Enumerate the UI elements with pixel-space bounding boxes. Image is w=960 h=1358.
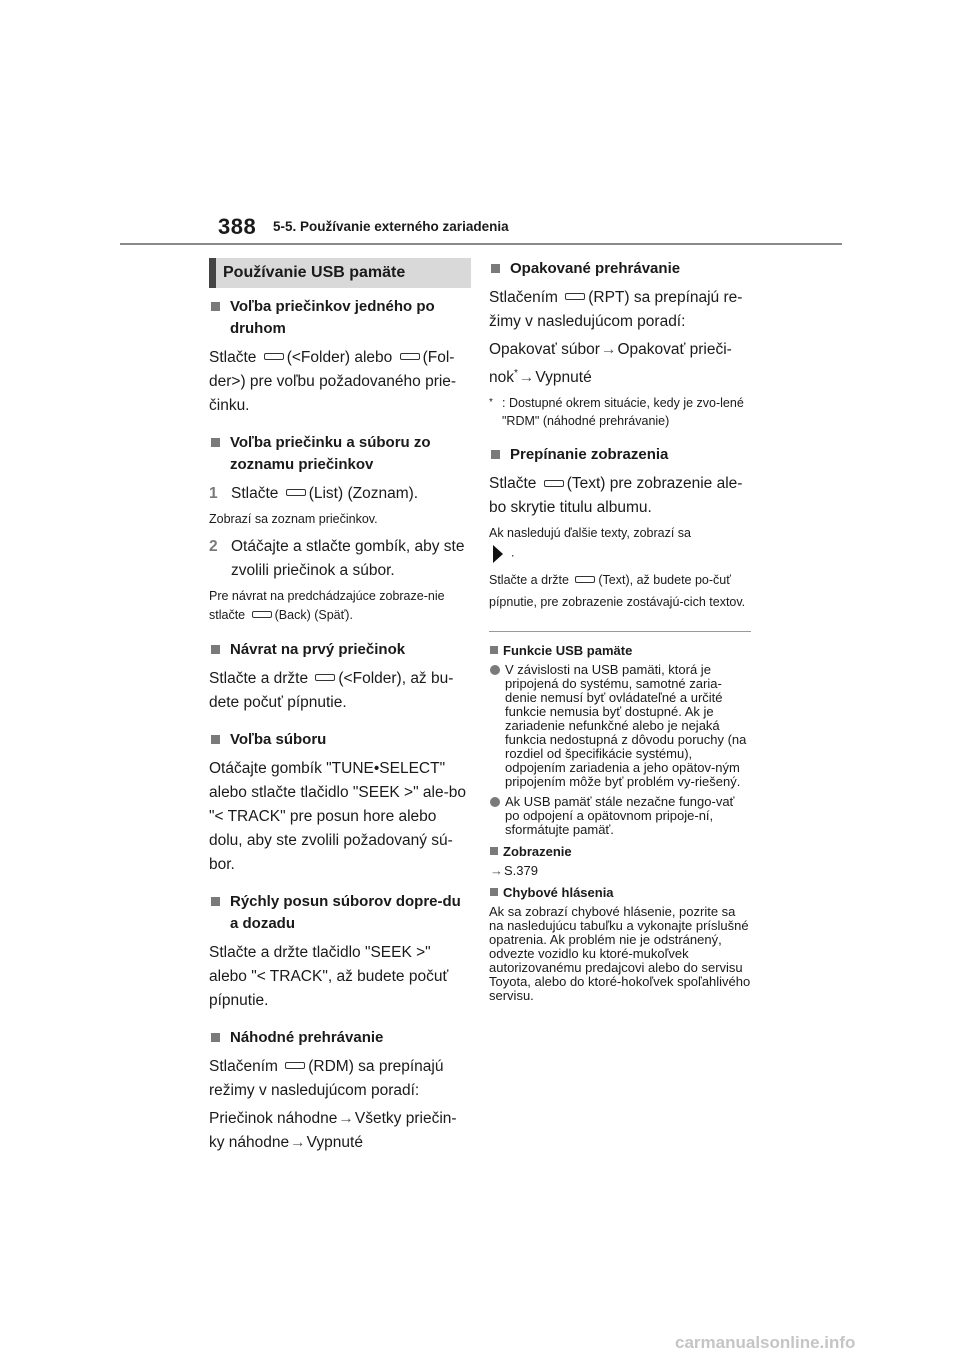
random-mode-sequence: Priečinok náhodne→Všetky priečin-ky náhodne→Vypnuté (209, 1110, 457, 1151)
paragraph-random-play: Stlačením (RDM) sa prepínajú režimy v nasledujúcom poradí: (209, 1058, 444, 1099)
paragraph-fast-seek: Stlačte a držte tlačidlo "SEEK >" alebo "< TRACK", až budete počuť pípnutie. (209, 944, 449, 1009)
arrow-right-icon: → (518, 369, 535, 387)
section-title-bar (209, 258, 471, 288)
square-bullet-icon (211, 897, 220, 906)
arrow-right-icon: → (338, 1110, 354, 1127)
paragraph-display-switch: Stlačte (Text) pre zobrazenie ale-bo skrytie titulu albumu. (489, 475, 743, 517)
heading-random-play: Náhodné prehrávanie (209, 1027, 471, 1049)
watermark: carmanualsonline.info (675, 1333, 856, 1352)
screen-button-icon (315, 674, 335, 681)
bullet-item: V závislosti na USB pamäti, ktorá je pripojená do systému, samotné zaria-denie nemusí byť ovládateľné a určité funkcie nemusia byť dostupné. Ak je zariadenie nefunkčné alebo je nejaká funkcia nedostupná z dôvodu poruchy (na rozdiel od špecifikácie systému), odpojením zariadenia a jeho opätov-ným pripojením môže byť problém vy-riešený. (489, 663, 751, 789)
section-title: Používanie USB pamäte (223, 264, 406, 281)
square-bullet-icon (211, 438, 220, 447)
square-bullet-icon (211, 1033, 220, 1042)
arrow-right-icon: → (290, 1134, 306, 1151)
notes-divider (489, 631, 751, 632)
hold-text-note: Stlačte a držte (Text), až budete po-čuť pípnutie, pre zobrazenie zostávajú-cich textov. (489, 573, 746, 610)
step-2: 2 Otáčajte a stlačte gombík, aby ste zvolili priečinok a súbor. (209, 538, 465, 579)
square-bullet-icon (490, 888, 498, 896)
chevron-right-icon (493, 545, 503, 563)
square-bullet-icon (211, 302, 220, 311)
screen-button-icon (264, 353, 284, 360)
section-header: 5-5. Používanie externého zariadenia (273, 219, 509, 234)
heading-first-folder: Návrat na prvý priečinok (209, 639, 471, 661)
square-bullet-icon (491, 450, 500, 459)
screen-button-icon (400, 353, 420, 360)
square-bullet-icon (490, 847, 498, 855)
square-bullet-icon (491, 264, 500, 273)
screen-button-icon (565, 293, 585, 300)
square-bullet-icon (490, 646, 498, 654)
footnote: * : Dostupné okrem situácie, kedy je zvo-lené "RDM" (náhodné prehrávanie) (489, 396, 744, 429)
paragraph-repeat-play: Stlačením (RPT) sa prepínajú re-žimy v nasledujúcom poradí: (489, 289, 743, 330)
page-reference: →S.379 (490, 863, 538, 879)
step-1: 1 Stlačte (List) (Zoznam). (209, 485, 419, 502)
step-1-note: Zobrazí sa zoznam priečinkov. (209, 512, 378, 526)
bullet-item: Ak USB pamäť stále nezačne fungo-vať po odpojení a opätovnom pripoje-ní, sformátujte pamäť. (489, 795, 751, 837)
page-number: 388 (218, 214, 257, 239)
left-column (209, 258, 471, 1159)
heading-folder-list: Voľba priečinku a súboru zo zoznamu priečinkov (209, 432, 471, 476)
paragraph-file-select: Otáčajte gombík "TUNE•SELECT" alebo stlačte tlačidlo "SEEK >" ale-bo "< TRACK" pre posun hore alebo dolu, aby ste zvolili požadovaný sú-bor. (209, 760, 466, 873)
screen-button-icon (544, 480, 564, 487)
arrow-right-icon: → (490, 863, 503, 879)
screen-button-icon (286, 489, 306, 496)
screen-button-icon (575, 576, 595, 583)
subheading-usb-functions: Funkcie USB pamäte (489, 642, 751, 659)
paragraph-error-messages: Ak sa zobrazí chybové hlásenie, pozrite sa na nasledujúcu tabuľku a vykonajte príslušné opatrenia. Ak problém nie je odstránený, odvezte vozidlo ku ktoré-mukoľvek autorizovanému predajcovi alebo do servisu Toyota, alebo do ktoré-hokoľvek spoľahlivého servisu. (489, 904, 751, 1004)
subheading-display: Zobrazenie (489, 843, 751, 860)
repeat-mode-sequence: Opakovať súbor→Opakovať prieči-nok*→Vypnuté (489, 341, 732, 387)
square-bullet-icon (211, 645, 220, 654)
heading-repeat-play: Opakované prehrávanie (489, 258, 751, 280)
step-2-note: Pre návrat na predchádzajúce zobraze-nie stlačte (Back) (Späť). (209, 589, 445, 622)
heading-folder-by-folder: Voľba priečinkov jedného po druhom (209, 296, 471, 340)
screen-button-icon (285, 1062, 305, 1069)
heading-file-select: Voľba súboru (209, 729, 471, 751)
right-column (489, 258, 751, 1009)
screen-button-icon (252, 611, 272, 618)
heading-fast-seek: Rýchly posun súborov dopre-du a dozadu (209, 891, 471, 935)
circle-bullet-icon (490, 665, 500, 675)
square-bullet-icon (211, 735, 220, 744)
paragraph-first-folder: Stlačte a držte (<Folder), až bu-dete počuť pípnutie. (209, 670, 454, 711)
paragraph-folder-select: Stlačte (<Folder) alebo (Fol-der>) pre voľbu požadovaného prie-činku. (209, 349, 457, 414)
header-divider (120, 243, 842, 245)
circle-bullet-icon (490, 797, 500, 807)
more-text-note: Ak nasledujú ďalšie texty, zobrazí sa . (489, 524, 751, 563)
heading-display-switch: Prepínanie zobrazenia (489, 444, 751, 466)
arrow-right-icon: → (600, 341, 617, 358)
subheading-error-messages: Chybové hlásenia (489, 884, 751, 901)
